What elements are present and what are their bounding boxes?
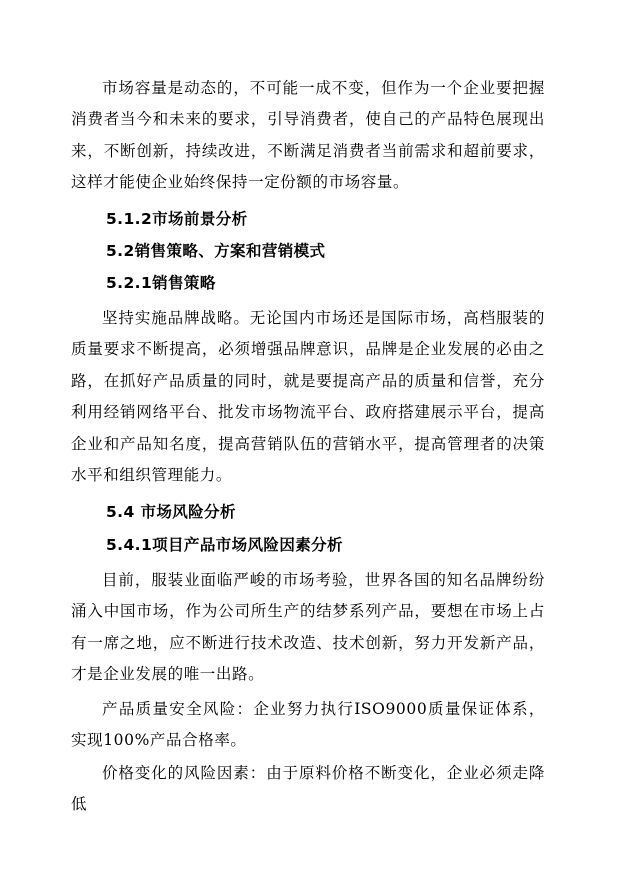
heading-5-4-1: 5.4.1项目产品市场风险因素分析: [106, 536, 343, 554]
heading-5-1-2: 5.1.2市场前景分析: [106, 210, 248, 228]
paragraph-market-risk: 目前，服装业面临严峻的市场考验，世界各国的知名品牌纷纷涌入中国市场，作为公司所生产的结梦系列产品，要想在市场上占有一席之地，应不断进行技术改造、技术创新，努力开发新产品，才是企业发展的唯一出路。: [71, 571, 545, 684]
heading-5-2-1: 5.2.1销售策略: [106, 274, 216, 292]
paragraph-brand-strategy: 坚持实施品牌战略。无论国内市场还是国际市场，高档服装的质量要求不断提高，必须增强品牌意识，品牌是企业发展的必由之路，在抓好产品质量的同时，就是要提高产品的质量和信誉，充分利用经销网络平台、批发市场物流平台、政府搭建展示平台，提高企业和产品知名度，提高营销队伍的营销水平，提高管理者的决策水平和组织管理能力。: [71, 309, 545, 485]
heading-5-4: 5.4 市场风险分析: [106, 503, 236, 521]
heading-5-2: 5.2销售策略、方案和营销模式: [106, 242, 326, 260]
paragraph-price-risk: 价格变化的风险因素：由于原料价格不断变化，企业必须走降低: [71, 764, 545, 814]
paragraph-quality-risk: 产品质量安全风险：企业努力执行ISO9000质量保证体系，实现100%产品合格率。: [71, 700, 545, 750]
paragraph-market-capacity: 市场容量是动态的，不可能一成不变，但作为一个企业要把握消费者当今和未来的要求，引导消费者，使自己的产品特色展现出来，不断创新，持续改进，不断满足消费者当前需求和超前要求，这样才能使企业始终保持一定份额的市场容量。: [71, 79, 545, 192]
